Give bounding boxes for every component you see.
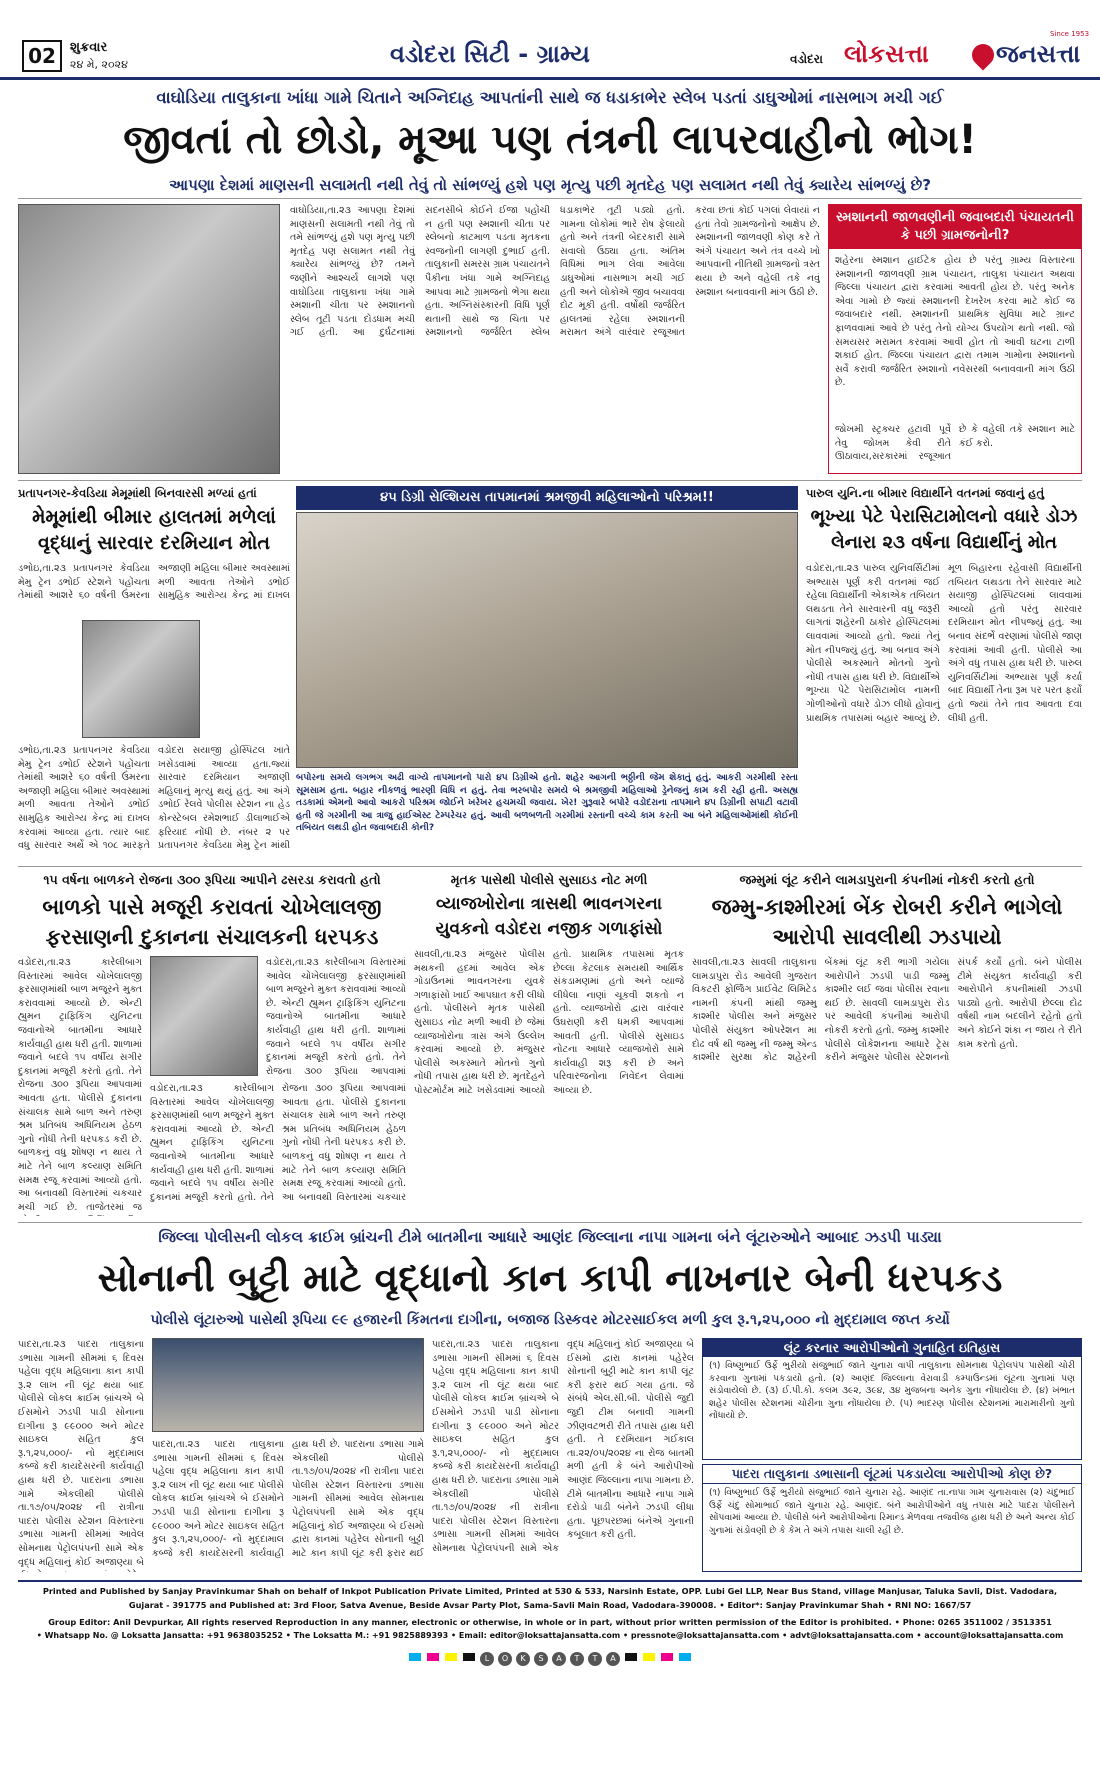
issue-day: શુક્રવાર: [70, 40, 108, 55]
left-story-kicker: પ્રતાપનગર-કેવડિયા મેમૂમાંથી બિનવારસી મળ્યાં હતાં: [18, 486, 257, 500]
brand-tagline: Since 1953: [1050, 30, 1090, 38]
lead-body: વાઘોડિયા,તા.૨૩ આપણા દેશમાં માણસની સલામતી નથી તેવું તો તમે સાંભળ્યું હશે પણ મૃત્યુ પછી મૃતદેહ પણ સલામત નથી તેવું ક્યારેય સાંભળ્યું છે? તમને જણીને આશ્ચર્ય લાગશે પણ વાઘોડિયા તાલુકાના ખંધા ગામે સ્મશાની ચીતા પર સ્મશાનનો સ્લેબ તૂટી પડતા દોડધામ મચી ગઈ હતી. આ દુર્ઘટનામાં સદનસીબે કોઈને ઈજા પહોંચી ન હતી પણ સ્મશાની ચીતા પર સ્લેબનો કાટમાળ પડતા મૃતકના સ્વજનોની લાગણી દુભાઈ હતી. તાલુકાની સમરસ ગ્રામ પંચાયતને પૈકીના ખંધા ગામે અગ્નિદાહ આપવા માટે ગ્રામજનો ભેગા થયા હતા. અગ્નિસંસ્કારની વિધિ પૂર્ણ થતાની સાથે જ ચિતા પર સ્મશાનનો જર્જરિત સ્લેબ ધડાકાભેર તૂટી પડ્યો હતો. ગામના લોકોમાં ભારે રોષ ફેલાયો હતો અને તંત્રની બેદરકારી સામે સવાલો ઉઠ્યા હતા. અંતિમ વિધિમાં ભાગ લેવા આવેલા ડાઘુઓમાં નાસભાગ મચી ગઈ હતી અને લોકોએ જીવ બચાવવા દોટ મૂકી હતી. વર્ષોથી જર્જરિત હાલતમાં રહેલા સ્મશાનની મરામત અંગે વારંવાર રજૂઆત કરવા છતાં કોઈ પગલાં લેવાયાં ન હતાં તેવો ગ્રામજનોનો આક્ષેપ છે. સ્મશાનની જાળવણી કોણ કરે તે અંગે પંચાયત અને તંત્ર વચ્ચે ખો આપવાની નીતિથી ગ્રામજનો ત્રસ્ત થયા છે અને વહેલી તકે નવું સ્મશાન બનાવવાની માંગ ઉઠી છે.: [290, 205, 820, 339]
sidebar-tail: જોખમી સ્ટ્રક્ચર હટાવી પૂર્વે તેવુ જોખમ કેવી રીતે ઊઠાવાય,સરકારમાં રજૂઆત છે કે વહેલી તકે સ્મશાન માટે કંઈ કરો.: [835, 424, 1075, 463]
brand-left: લોકસત્તા: [844, 40, 929, 68]
right-story-kicker: પારુલ યુનિ.ના બીમાર વિદ્યાર્થીને વતનમાં જવાનું હતું: [806, 486, 1045, 500]
lead-kicker: વાઘોડિયા તાલુકાના ખાંધા ગામે ચિતાને અગ્નિદાહ આપતાંની સાથે જ ધડાકાભેર સ્લેબ પડતાં ડાઘુઓમાં નાસભાગ મચી ગઈ: [156, 88, 944, 107]
row3-mid-body: સાવલી,તા.૨૩ મંજુસર પોલીસ મથકની હદમાં આવેલ એક ગોડાઉનમાં ભાવનગરના યુવકે ગળાફાંસો ખાઈ આપઘાત કરી લીધો હતો. પોલીસને મૃતક પાસેથી સુસાઇડ નોટ મળી આવી છે જેમાં વ્યાજખોરોના ત્રાસ અંગે ઉલ્લેખ કરવામાં આવ્યો છે. મંજુસર પોલીસે અકસ્માતે મોતનો ગુનો નોંધી તપાસ હાથ ધરી છે. મૃતદેહને પોસ્ટમોર્ટમ માટે ખસેડવામાં આવ્યો હતો. પ્રાથમિક તપાસમાં મૃતક છેલ્લા કેટલાક સમયથી આર્થિક સંકડામણમાં હતો અને વ્યાજે લીધેલા નાણાં ચૂકવી શકતો ન હતો. વ્યાજખોરો દ્વારા વારંવાર ઉઘરાણી કરી ધમકી આપવામાં આવતી હતી. પોલીસે સુસાઇડ નોટના આધારે વ્યાજખોરો સામે કાર્યવાહી શરૂ કરી છે અને પરિવારજનોના નિવેદન લેવામાં આવ્યા છે.: [414, 949, 684, 1096]
shop-owner-photo: [150, 956, 258, 1076]
bottom-subhead: પોલીસે લૂંટારુઓ પાસેથી રૂપિયા ૯૯ હજારની કિંમતના દાગીના, બજાજ ડિસ્કવર મોટરસાઈકલ મળી કુલ રૂ.૧,૨૫,૦૦૦ નો મુદ્દામાલ જપ્ત કર્યો: [150, 1312, 950, 1328]
history-title: લૂંટ કરનાર આરોપીઓનો ગુનાહિત ઇતિહાસ: [703, 1339, 1081, 1357]
bottom-body-c: પાદરા,તા.૨૩ પાદરા તાલુકાના ડભાસા ગામની સીમમાં ૬ દિવસ પહેલા વૃદ્ધ મહિલાના કાન કાપી રૂ.૨ લાખ ની લૂંટ થયા બાદ પોલીસે લોકલ ક્રાઈમ બ્રાંચએ બે ઈસમોને ઝડપી પાડી સોનાના દાગીના રૂ ૯૯૦૦૦ અને મોટર સાઇકલ સહિત કુલ રૂ.૧,૨૫,૦૦૦/- નો મુદ્દામાલ કબ્જે કરી કાયદેસરની કાર્યવાહી હાથ ધરી છે. પાદરાના ડભાસા ગામે એકલીથી પોલીસે તા.૧૭/૦૫/૨૦૨૪ ની રાત્રીના પાદરા પોલીસ સ્ટેશન વિસ્તારના ડભાસા ગામની સીમમાં આવેલ સોમનાથ પેટ્રોલપંપની સામે એક વૃદ્ધ મહિલાનું કોઈ અજાણ્યા બે ઈસમો દ્વારા કાનમાં પહેરેલ સોનાની બુટ્ટી માટે કાન કાપી લૂંટ કરી ફરાર થઈ ગયા હતા. જે સંબંધે એલ.સી.બી. પોલીસે જુદી જુદી ટીમ બનાવી ગામની ઝીણવટભરી રીતે તપાસ હાથ ધરી હતી. તે દરમિયાન ગઈકાલ તા.૨૨/૦૫/૨૦૨૪ ના રોજ બાતમી મળી હતી કે બંને આરોપીઓ આણંદ જિલ્લાના નાપા ગામના છે. ટીમે બાતમીના આધારે નાપા ગામે દરોડો પાડી બંનેને ઝડપી લીધા હતા. પૂછપરછમાં બંનેએ ગુનાની કબૂલાત કરી હતી.: [432, 1339, 694, 1554]
row3-left-body-c: વડોદરા,તા.૨૩ કારેલીબાગ વિસ્તારમાં આવેલ ચોખેલાલજી ફરસાણમાંથી બાળ મજૂરને મુક્ત કરાવવામાં આવ્યો છે. એન્ટી હ્યુમન ટ્રાફિકિંગ યુનિટના જવાનોએ બાતમીના આધારે કાર્યવાહી હાથ ધરી હતી. શાળામાં જવાને બદલે ૧૫ વર્ષીય સગીર દુકાનમાં મજૂરી કરતો હતો. તેને રોજના ૩૦૦ રૂપિયા આપવામાં: [266, 957, 406, 1076]
bottom-box-history: [702, 1338, 1082, 1460]
elderly-woman-photo: [82, 620, 200, 738]
reg-letter: A: [552, 1652, 566, 1666]
history-body: (૧) વિષ્ણુભાઈ ઉર્ફે ભુરીયો સંજુભાઈ જાતે ચુનારા વાપી તાલુકાના સોમનાથ પેટ્રોલપંપ પાસેથી ચોરી કરવાના ગુનામાં પકડાયો હતો. (૨) આણંદ જિલ્લાના વેરાવાડી કમ્પાઉન્ડમાં લૂંટના ગુનામાં પણ સંડોવાયેલો છે. (૩) ઈ.પી.કો. કલમ ૩૯૨, ૩૯૪, ૩૪ મુજબના અનેક ગુના નોંધાયેલા છે. (૪) ખંભાત શહેર પોલીસ સ્ટેશનમાં ચોરીના ગુના નોંધાયેલા છે. (૫) ભાદરણ પોલીસ સ્ટેશનમાં મારામારીનો ગુનો નોંધાયો છે.: [709, 1361, 1075, 1421]
row3-right-kicker: જમ્મુમાં લૂંટ કરીને લામડાપુરાની કંપનીમાં નોકરી કરતો હતો: [739, 872, 1035, 887]
sidebar-title: સ્મશાનની જાળવણીની જવાબદારી પંચાયતની કે પછી ગ્રામજનોની?: [829, 205, 1081, 249]
bottom-kicker: જિલ્લા પોલીસની લોકલ ક્રાઈમ બ્રાંચની ટીમે બાતમીના આધારે આણંદ જિલ્લાના નાપા ગામના બંને લૂંટારુઓને આબાદ ઝડપી પાડ્યા: [158, 1228, 942, 1246]
section-title: વડોદરા સિટી - ગ્રામ્ય: [390, 40, 590, 68]
imprint-line-3: Group Editor: Anil Devpurkar, All rights reserved Reproduction in any manner, electronic or otherwise, in whole or in part, without prior written permission of the Editor is prohibited. • Phone: 0265 3511002 / 3513351: [48, 1617, 1052, 1627]
brand-right: જનસત્તા: [996, 40, 1081, 68]
row3-left-kicker: ૧૫ વર્ષના બાળકને રોજના ૩૦૦ રૂપિયા આપીને ઢસરડા કરાવતો હતો: [43, 872, 381, 887]
women-workers-photo: [296, 512, 798, 768]
reg-letter: A: [606, 1652, 620, 1666]
bottom-box-accused: [702, 1464, 1082, 1572]
row3-right-headline: જમ્મુ-કાશ્મીરમાં બેંક રોબરી કરીને ભાગેલો આરોપી સાવલીથી ઝડપાયો: [711, 895, 1063, 949]
right-story-body: વડોદરા,તા.૨૩ પારુલ યુનિવર્સિટીમાં અભ્યાસ પૂર્ણ કરી વતનમાં જઈ રહેલા વિદ્યાર્થીની એકાએક તબિયત લથડતા તેને સારવારની વધુ જરૂરી લાગતાં શહેરની ઠાકોર હોસ્પિટલમાં લાવવામાં આવ્યો હતો. જ્યાં તેનું મોત નીપજ્યું હતું. આ બનાવ અંગે પોલીસે અકસ્માતે મોતનો ગુનો નોંધી તપાસ હાથ ધરી છે. વિદ્યાર્થીએ ભૂખ્યા પેટે પેરાસિટામોલ નામની ગોળીઓનો વધારે ડોઝ લીધો હોવાનું પ્રાથમિક તપાસમાં બહાર આવ્યું છે. મૂળ બિહારના રહેવાસી વિદ્યાર્થીની તબિયત લથડતા તેને સારવાર માટે સયાજી હોસ્પિટલમાં લાવવામાં આવ્યો હતો પરંતુ સારવાર દરમિયાન મોત નીપજ્યું હતું. આ બનાવ સંદર્ભે વરણામાં પોલીસે જાણ કરવામાં આવી હતી. પોલીસે આ અંગે વધુ તપાસ હાથ ધરી છે. પારુલ યુનિવર્સિટીમાં અભ્યાસ પૂર્ણ કર્યા બાદ વિદ્યાર્થી તેના રૂમ પર પરત ફર્યો હતો જ્યાં તેને તાવ આવતા દવા લીધી હતી.: [806, 563, 1082, 724]
imprint-line-1: Printed and Published by Sanjay Pravinkumar Shah on behalf of Inkpot Publication Private Limited, Printed at 530 & 533, Narsinh Estate, OPP. Lubi Gel LLP, Near Bus Stand, village Manjusar, Taluka Savli, Dist. Vadodara,: [42, 1586, 1058, 1596]
row3-right-body: સાવલી,તા.૨૩ સાવલી તાલુકાના લામડાપુરા રોડ આવેલી ગુજરાત વિકટરી ફોર્જિંગ પ્રાઈવેટ લિમિટેડ નામની કંપની માંથી જમ્મુ કાશ્મીર પોલીસ અને મંજુસર પોલીસે સંયુક્ત ઓપરેશન મા દોઢ વર્ષ થી જમ્મુ ની જમ્મુ એન્ડ કાશ્મીર સુરક્ષા કોટ શહેરની બેંકમાં લૂંટ કરી ભાગી ગયેલા આરોપીને ઝડપી પાડી જમ્મુ કાશ્મીર લઈ જવા પોલીસ રવાના થઈ છે. સાવલી લામડાપુરા રોડ પર આવેલી કંપનીમાં આરોપી નોકરી કરતો હતો. જમ્મુ કાશ્મીર પોલીસે લોકેશનના આધારે ટ્રેસ કરીને મંજુસર પોલીસ સ્ટેશનનો સંપર્ક કર્યો હતો. બંને પોલીસ ટીમે સંયુક્ત કાર્યવાહી કરી આરોપીને કંપનીમાંથી ઝડપી પાડ્યો હતો. આરોપી છેલ્લા દોઢ વર્ષથી નામ બદલીને રહેતો હતો અને કોઈને શંકા ન જાય તે રીતે કામ કરતો હતો.: [692, 957, 1082, 1064]
center-caption: બપોરના સમયે લગભગ અઢી વાગ્યે તાપમાનનો પારો ૪૫ ડિગ્રીએ હતો. શહેર આગની ભઠ્ઠીની જેમ શેકાતું હતું. આકરી ગરમીથી રસ્તા સૂમસામ હતા. બહાર નીકળવું ભારણી વિધિ ન હતું. તેવા ભરબપોર સમયે બે શ્રમજીવી મહિલાઓ ડ્રેનેજનું કામ કરી રહી હતી. અસહ્ય તડકામાં એમનો આવો આકરો પરિશ્રમ જોઈને ખરેખર હચમચી જવાય. ખેર! ગુરૂવારે બપોરે વડોદરાના તાપમાને ૪૫ ડિગ્રીની સપાટી વટાવી હતી જે ગરમીની આ ત્રાજુ હાઈએસ્ટ ટેમ્પરેચર હતું. આવી બળબળતી ગરમીમાં રસ્તાની વચ્ચે કામ કરતી આ બંને મહિલાઓમાંથી કોઈની તબિયત લથડી હોત જવાબદારી કોની?: [296, 773, 798, 833]
reg-letter: O: [498, 1652, 512, 1666]
accused-body: (૧) વિષ્ણુભાઈ ઉર્ફે ભુરીયો સંજુભાઈ જાતે ચુનારા રહે. આણંદ તા.નાપા ગામ ચુનારાવાસ (૨) ચંદુભાઈ ઉર્ફે ચંદુ સોમાભાઈ જાતે ચુનારા રહે. આણંદ. બંને આરોપીઓને વધુ તપાસ માટે પાદરા પોલીસને સોંપવામાં આવ્યા છે. પોલીસે બંને આરોપીઓના રિમાન્ડ મેળવવા તજવીજ હાથ ધરી છે અને અન્ય કોઈ ગુનામાં સંડોવણી છે કે કેમ તે અંગે તપાસ ચાલી રહી છે.: [709, 1488, 1075, 1536]
page-number: 02: [22, 40, 62, 72]
row3-left-body-b: વડોદરા,તા.૨૩ કારેલીબાગ વિસ્તારમાં આવેલ ચોખેલાલજી ફરસાણમાંથી બાળ મજૂરને મુક્ત કરાવવામાં આવ્યો છે. એન્ટી હ્યુમન ટ્રાફિકિંગ યુનિટના જવાનોએ બાતમીના આધારે કાર્યવાહી હાથ ધરી હતી. શાળામાં જવાને બદલે ૧૫ વર્ષીય સગીર દુકાનમાં મજૂરી કરતો હતો. તેને રોજના ૩૦૦ રૂપિયા આપવામાં આવતા હતા. પોલીસે દુકાનના સંચાલક સામે બાળ અને તરુણ શ્રમ પ્રતિબંધ અધિનિયમ હેઠળ ગુનો નોંધી તેની ધરપકડ કરી છે. બાળકનું વધુ શોષણ ન થાય તે માટે તેને બાળ કલ્યાણ સમિતિ સમક્ષ રજૂ કરવામાં આવ્યો હતો. આ બનાવથી વિસ્તારમાં ચકચાર: [150, 1083, 406, 1203]
issue-date: ૨૪ મે, ૨૦૨૪: [70, 58, 128, 71]
lead-sidebar-box: [828, 204, 1082, 474]
bottom-body-a: પાદરા,તા.૨૩ પાદરા તાલુકાના ડભાસા ગામની સીમમાં ૬ દિવસ પહેલા વૃદ્ધ મહિલાના કાન કાપી રૂ.૨ લાખ ની લૂંટ થયા બાદ પોલીસે લોકલ ક્રાઈમ બ્રાંચએ બે ઈસમોને ઝડપી પાડી સોનાના દાગીના રૂ ૯૯૦૦૦ અને મોટર સાઇકલ સહિત કુલ રૂ.૧,૨૫,૦૦૦/- નો મુદ્દામાલ કબ્જે કરી કાયદેસરની કાર્યવાહી હાથ ધરી છે. પાદરાના ડભાસા ગામે એકલીથી પોલીસે તા.૧૭/૦૫/૨૦૨૪ ની રાત્રીના પાદરા પોલીસ સ્ટેશન વિસ્તારના ડભાસા ગામની સીમમાં આવેલ સોમનાથ પેટ્રોલપંપની સામે એક વૃદ્ધ મહિલાનું કોઈ અજાણ્યા બે: [18, 1339, 144, 1568]
center-banner: ૪૫ ડિગ્રી સેલ્શિયસ તાપમાનમાં શ્રમજીવી મહિલાઓનો પરિશ્રમ!!: [296, 486, 798, 510]
reg-letter: K: [516, 1652, 530, 1666]
masthead: [0, 0, 1100, 80]
left-story-body-bottom: ડભોઇ,તા.૨૩ પ્રતાપનગર કેવડિયા મેમુ ટ્રેન ડભોઈ સ્ટેશને પહોંચતા તેમાંથી આશરે ૬૦ વર્ષની ઉંમરના અજાણી મહિલા બીમાર અવસ્થામાં મળી આવતા તેઓને ડભોઈ સામુહિક આરોગ્ય કેન્દ્ર માં દાખલ કરવામાં આવ્યા હતા. ત્યાર બાદ વધુ સારવાર અર્થે એ ૧૦૮ મારફતે વડોદરા સયાજી હોસ્પિટલ ખાતે ખસેડવામાં આવ્યા હતા.જ્યાં સારવાર દરમિયાન અજાણી મહિલાનું મૃત્યુ થયું હતું. આ અંગે ડભોઈ રેલવે પોલીસ સ્ટેશન ના હેડ કોન્સ્ટેબલ રમેશભાઈ ડીલાભાઈએ ફરિયાદ નોંધી છે. નંબર ૨ પર પ્રતાપનગર કેવડિયા મેમુ ટ્રેન માંથી: [18, 745, 290, 852]
location-pin-icon: [967, 39, 998, 70]
row3-mid-kicker: મૃતક પાસેથી પોલીસે સુસાઇડ નોટ મળી: [450, 872, 648, 887]
lead-subhead: આપણા દેશમાં માણસની સલામતી નથી તેવું તો સાંભળ્યું હશે પણ મૃત્યુ પછી મૃતદેહ પણ સલામત નથી તેવું ક્યારેય સાંભળ્યું છે?: [169, 176, 931, 194]
sidebar-body: શહેરના સ્મશાન હાઈટેક હોય છે પરંતુ ગ્રામ્ય વિસ્તારના સ્મશાનની જાળવણી ગ્રામ પંચાયત, તાલુકા પંચાયત અથવા જિલ્લા પંચાયત દ્વારા કરવામાં આવતી હોય છે. પરંતુ અનેક એવા ગામો છે જ્યાં સ્મશાનની દેખરેખ કરવા માટે કોઈ જ જવાબદાર નથી. સ્મશાનની પ્રાથમિક સુવિધા માટે ગ્રાન્ટ ફાળવવામાં આવે છે પરંતુ તેનો યોગ્ય ઉપયોગ થતો નથી. જો સમયસર મરામત કરવામાં આવી હોત તો આવી ઘટના ટાળી શકાઈ હોત. જિલ્લા પંચાયત દ્વારા તમામ ગામોના સ્મશાનનો સર્વે કરાવી જર્જરિત સ્મશાનો નવેસરથી બનાવવાની માંગ ઉઠી છે.: [835, 255, 1075, 389]
registration-strip: [18, 1652, 1082, 1670]
row3-left-headline: બાળકો પાસે મજૂરી કરાવતાં ચોખેલાલજી ફરસાણની દુકાનના સંચાલકની ધરપકડ: [42, 895, 382, 949]
bottom-headline: સોનાની બુટ્ટી માટે વૃદ્ધાનો કાન કાપી નાખનાર બેની ધરપકડ: [97, 1256, 1003, 1300]
reg-letter: S: [534, 1652, 548, 1666]
left-story-headline: મેમૂમાંથી બીમાર હાલતમાં મળેલાં વૃદ્ધાનું સારવાર દરમિયાન મોત: [32, 506, 276, 554]
row3-left-body-a: વડોદરા,તા.૨૩ કારેલીબાગ વિસ્તારમાં આવેલ ચોખેલાલજી ફરસાણમાંથી બાળ મજૂરને મુક્ત કરાવવામાં આવ્યો છે. એન્ટી હ્યુમન ટ્રાફિકિંગ યુનિટના જવાનોએ બાતમીના આધારે કાર્યવાહી હાથ ધરી હતી. શાળામાં જવાને બદલે ૧૫ વર્ષીય સગીર દુકાનમાં મજૂરી કરતો હતો. તેને રોજના ૩૦૦ રૂપિયા આપવામાં આવતા હતા. પોલીસે દુકાનના સંચાલક સામે બાળ અને તરુણ શ્રમ પ્રતિબંધ અધિનિયમ હેઠળ ગુનો નોંધી તેની ધરપકડ કરી છે. બાળકનું વધુ શોષણ ન થાય તે માટે તેને બાળ કલ્યાણ સમિતિ સમક્ષ રજૂ કરવામાં આવ્યો હતો. આ બનાવથી વિસ્તારમાં ચકચાર મચી ગઈ છે. તાજેતરમાં જ: [18, 957, 142, 1213]
right-story-headline: ભૂખ્યા પેટે પેરાસિટામોલનો વધારે ડોઝ લેનારા ૨૩ વર્ષના વિદ્યાર્થીનું મોત: [810, 506, 1078, 553]
row3-mid-headline: વ્યાજખોરોના ત્રાસથી ભાવનગરના યુવકનો વડોદરા નજીક ગળાફાંસો: [435, 894, 663, 939]
arrested-accused-photo: [152, 1338, 424, 1432]
reg-letter: T: [570, 1652, 584, 1666]
imprint-line-2: Gujarat - 391775 and Published at: 3rd Floor, Satva Avenue, Beside Avsar Party Plot, Sama-Savli Main Road, Vadodara-390008. • Editor*: Sanjay Pravinkumar Shah • RNI NO: 1667/57: [128, 1600, 972, 1610]
masthead-city: વડોદરા: [790, 52, 823, 66]
left-story-body-top: ડભોઇ,તા.૨૩ પ્રતાપનગર કેવડિયા મેમુ ટ્રેન ડભોઈ સ્ટેશને પહોંચતા તેમાંથી આશરે ૬૦ વર્ષની ઉંમરના અજાણી મહિલા બીમાર અવસ્થામાં મળી આવતા તેઓને ડભોઈ સામુહિક આરોગ્ય કેન્દ્ર માં દાખલ: [18, 563, 290, 602]
reg-letter: T: [588, 1652, 602, 1666]
accused-title: પાદરા તાલુકાના ડભાસાની લૂંટમાં પકડાયેલા આરોપીઓ કોણ છે?: [703, 1465, 1081, 1484]
lead-headline: જીવતાં તો છોડો, મૂઆ પણ તંત્રની લાપરવાહીનો ભોગ!: [123, 117, 977, 163]
reg-letter: L: [480, 1652, 494, 1666]
imprint-line-4: • Whatsapp No. @ Loksatta Jansatta: +91 9638035252 • The Loksatta M.: +91 9825889393 • Email: editor@loksattajansatta.com • pressnote@loksattajansatta.com • advt@loksattajansatta.com • account@loksattajansatta.com: [36, 1631, 1064, 1640]
bottom-body-b: પાદરા,તા.૨૩ પાદરા તાલુકાના ડભાસા ગામની સીમમાં ૬ દિવસ પહેલા વૃદ્ધ મહિલાના કાન કાપી રૂ.૨ લાખ ની લૂંટ થયા બાદ પોલીસે લોકલ ક્રાઈમ બ્રાંચએ બે ઈસમોને ઝડપી પાડી સોનાના દાગીના રૂ ૯૯૦૦૦ અને મોટર સાઇકલ સહિત કુલ રૂ.૧,૨૫,૦૦૦/- નો મુદ્દામાલ કબ્જે કરી કાયદેસરની કાર્યવાહી હાથ ધરી છે. પાદરાના ડભાસા ગામે એકલીથી પોલીસે તા.૧૭/૦૫/૨૦૨૪ ની રાત્રીના પાદરા પોલીસ સ્ટેશન વિસ્તારના ડભાસા ગામની સીમમાં આવેલ સોમનાથ પેટ્રોલપંપની સામે એક વૃદ્ધ મહિલાનું કોઈ અજાણ્યા બે ઈસમો દ્વારા કાનમાં પહેરેલ સોનાની બુટ્ટી માટે કાન કાપી લૂંટ કરી ફરાર થઈ: [152, 1439, 424, 1559]
crematorium-photo: [18, 204, 280, 474]
